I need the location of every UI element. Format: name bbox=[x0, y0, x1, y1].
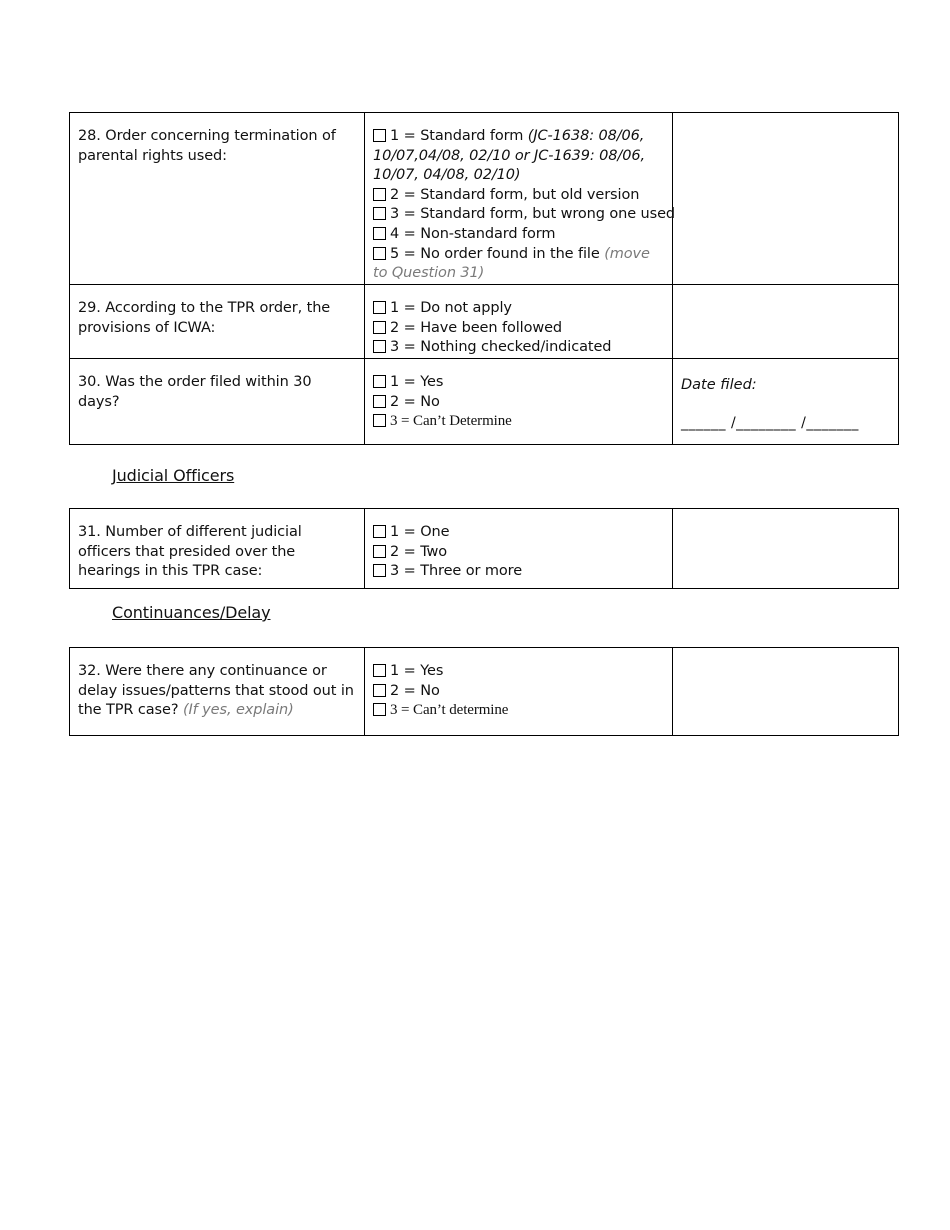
q32-option-2[interactable]: 2 = No bbox=[373, 682, 668, 702]
question-32-table bbox=[69, 647, 899, 736]
q32-options-cell bbox=[365, 648, 673, 736]
checkbox[interactable] bbox=[373, 664, 386, 677]
checkbox[interactable] bbox=[373, 129, 386, 142]
q32-option-1[interactable]: 1 = Yes bbox=[373, 662, 668, 682]
q31-row bbox=[70, 509, 899, 589]
q28-option-2[interactable]: 2 = Standard form, but old version bbox=[373, 186, 668, 206]
checkbox[interactable] bbox=[373, 703, 386, 716]
checkbox[interactable] bbox=[373, 375, 386, 388]
q28-option-3[interactable]: 3 = Standard form, but wrong one used bbox=[373, 205, 668, 225]
q31-question-cell bbox=[70, 509, 365, 589]
date-filed-field[interactable]: ______ /________ /_______ bbox=[681, 415, 859, 431]
q28-row bbox=[70, 113, 899, 285]
questions-28-30-table bbox=[69, 112, 899, 445]
q30-row bbox=[70, 359, 899, 445]
q32-option-3[interactable]: 3 = Can’t determine bbox=[373, 701, 668, 721]
q32-question-cell bbox=[70, 648, 365, 736]
q31-option-2[interactable]: 2 = Two bbox=[373, 543, 668, 563]
q28-options-cell bbox=[365, 113, 676, 285]
q32-question-note: (If yes, explain) bbox=[182, 702, 294, 719]
q30-options-cell bbox=[365, 359, 673, 445]
checkbox[interactable] bbox=[373, 525, 386, 538]
q28-question-cell bbox=[70, 113, 365, 285]
q30-option-3[interactable]: 3 = Can’t Determine bbox=[373, 412, 668, 432]
checkbox[interactable] bbox=[373, 340, 386, 353]
q29-option-2[interactable]: 2 = Have been followed bbox=[373, 319, 668, 339]
q30-option-2[interactable]: 2 = No bbox=[373, 393, 668, 413]
checkbox[interactable] bbox=[373, 207, 386, 220]
q29-question-cell bbox=[70, 285, 365, 359]
checkbox[interactable] bbox=[373, 684, 386, 697]
checkbox[interactable] bbox=[373, 395, 386, 408]
q29-question: 29. According to the TPR order, the provisions of ICWA: bbox=[78, 300, 331, 336]
q32-notes-cell[interactable] bbox=[673, 648, 899, 736]
q28-option-1[interactable]: 1 = Standard form (JC-1638: 08/06, 10/07,04/08, 02/10 or JC-1639: 08/06, 10/07, 04/08, 02/10) bbox=[373, 128, 645, 184]
section-heading-continuances: Continuances/Delay bbox=[112, 603, 271, 622]
q30-date-cell bbox=[673, 359, 899, 445]
q32-question: 32. Were there any continuance or delay issues/patterns that stood out in the TPR case? (If yes, explain) bbox=[78, 663, 354, 719]
checkbox[interactable] bbox=[373, 301, 386, 314]
section-heading-judicial-officers: Judicial Officers bbox=[112, 466, 235, 485]
q29-option-1[interactable]: 1 = Do not apply bbox=[373, 299, 668, 319]
q30-question: 30. Was the order filed within 30 days? bbox=[78, 374, 312, 410]
checkbox[interactable] bbox=[373, 564, 386, 577]
q32-row bbox=[70, 648, 899, 736]
checkbox[interactable] bbox=[373, 545, 386, 558]
checkbox[interactable] bbox=[373, 247, 386, 260]
q28-notes-cell[interactable] bbox=[673, 113, 899, 285]
q30-option-1[interactable]: 1 = Yes bbox=[373, 373, 668, 393]
q28-option-5[interactable]: 5 = No order found in the file (move to Question 31) bbox=[373, 245, 650, 282]
q30-question-cell bbox=[70, 359, 365, 445]
checkbox[interactable] bbox=[373, 188, 386, 201]
q31-notes-cell[interactable] bbox=[673, 509, 899, 589]
question-31-table bbox=[69, 508, 899, 589]
q28-option-4[interactable]: 4 = Non-standard form bbox=[373, 225, 668, 245]
q29-row bbox=[70, 285, 899, 359]
q31-option-1[interactable]: 1 = One bbox=[373, 523, 668, 543]
q29-options-cell bbox=[365, 285, 673, 359]
q28-option-1-note: (JC-1638: 08/06, 10/07,04/08, 02/10 or JC-1639: 08/06, 10/07, 04/08, 02/10) bbox=[373, 128, 645, 184]
q31-option-3[interactable]: 3 = Three or more bbox=[373, 562, 668, 582]
q29-notes-cell[interactable] bbox=[673, 285, 899, 359]
q28-question: 28. Order concerning termination of parental rights used: bbox=[78, 128, 336, 164]
q31-question: 31. Number of different judicial officers that presided over the hearings in this TPR case: bbox=[78, 524, 302, 580]
checkbox[interactable] bbox=[373, 321, 386, 334]
checkbox[interactable] bbox=[373, 414, 386, 427]
q29-option-3[interactable]: 3 = Nothing checked/indicated bbox=[373, 338, 668, 358]
q28-option-5-note: (move to Question 31) bbox=[373, 245, 650, 282]
checkbox[interactable] bbox=[373, 227, 386, 240]
date-filed-label: Date filed: bbox=[681, 377, 757, 393]
q31-options-cell bbox=[365, 509, 673, 589]
